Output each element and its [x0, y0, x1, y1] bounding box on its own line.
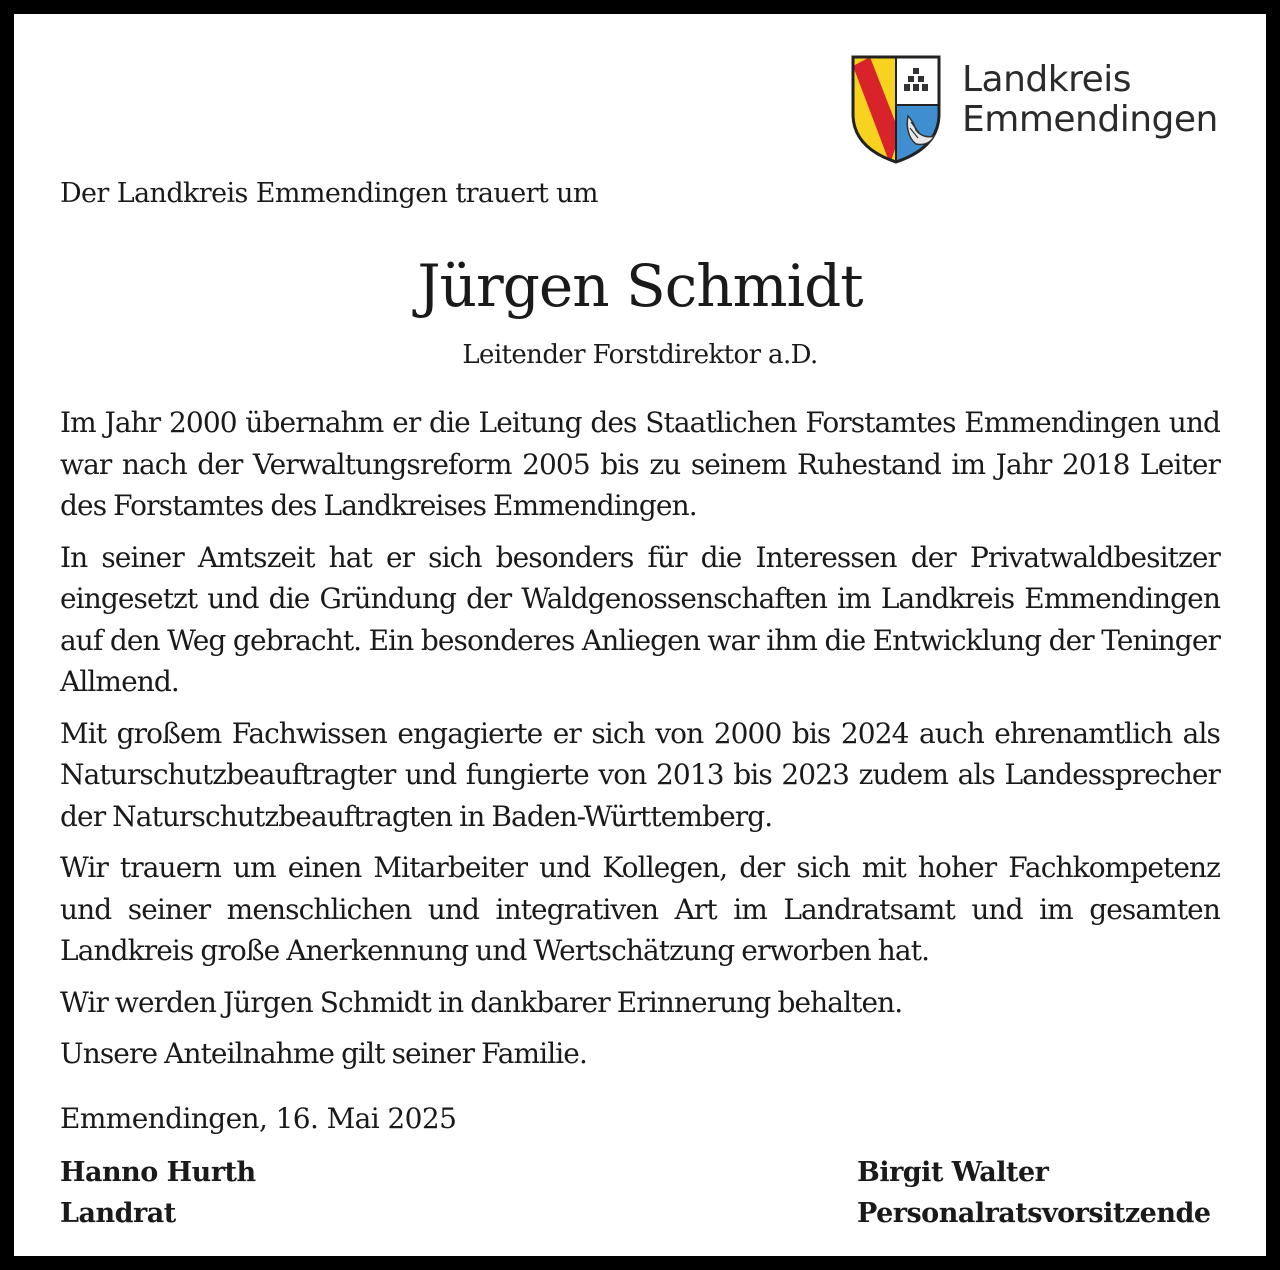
paragraph: Unsere Anteilnahme gilt seiner Familie. — [60, 1037, 587, 1070]
place-date: Emmendingen, 16. Mai 2025 — [60, 1102, 457, 1135]
paragraph: Wir trauern um einen Mitarbeiter und Kollegen, der sich mit hoher Fachkompetenz und seiner menschlichen und integrativen Art im Landratsamt und im gesamten Landkreis große Anerkennung und Wertschätzung erworben hat. — [60, 851, 1220, 967]
signatory-title: Personalratsvorsitzende — [857, 1198, 1211, 1229]
district-logo — [850, 54, 1218, 166]
paragraph: Mit großem Fachwissen engagierte er sich von 2000 bis 2024 auch ehrenamtlich als Naturschutzbeauftragter und fungierte von 2013 bis 2023 zudem als Landessprecher der Naturschutzbeauftragten in Baden-Württemberg. — [60, 716, 1220, 833]
signatory-name: Birgit Walter — [857, 1157, 1049, 1188]
intro-line: Der Landkreis Emmendingen trauert um — [60, 178, 598, 209]
logo-line-2: Emmendingen — [962, 99, 1218, 140]
shield-top-right-field — [896, 57, 939, 105]
signatory-title: Landrat — [60, 1198, 176, 1229]
deceased-rank: Leitender Forstdirektor a.D. — [462, 340, 818, 370]
paragraph: Wir werden Jürgen Schmidt in dankbarer Erinnerung behalten. — [60, 985, 903, 1019]
paragraph: In seiner Amtszeit hat er sich besonders für die Interessen der Privatwaldbesitzer eingesetzt und die Gründung der Waldgenossenschaften im Landkreis Emmendingen auf den Weg gebracht. Ein besonderes Anliegen war ihm die Entwicklung der Teninger Allmend. — [60, 540, 1220, 698]
logo-line-1: Landkreis — [962, 59, 1132, 100]
signatory-left — [60, 1152, 256, 1234]
signatory-name: Hanno Hurth — [60, 1157, 256, 1188]
obituary-text — [60, 402, 1220, 1085]
paragraph: Im Jahr 2000 übernahm er die Leitung des Staatlichen Forstamtes Emmendingen und war nach der Verwaltungsreform 2005 bis zu seinem Ruhestand im Jahr 2018 Leiter des Forstamtes des Landkreises Emmendingen. — [60, 406, 1220, 522]
deceased-name: Jürgen Schmidt — [417, 252, 863, 320]
obituary-notice — [14, 14, 1266, 1256]
signatory-right — [857, 1152, 1211, 1234]
coat-of-arms-icon — [850, 54, 942, 166]
